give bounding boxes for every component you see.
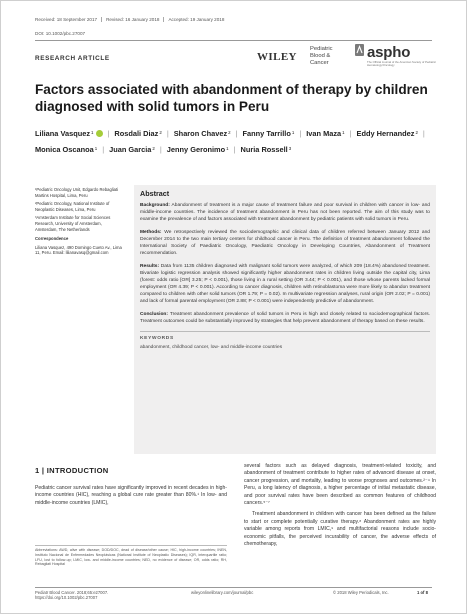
author[interactable] [243,126,295,142]
intro-paragraph-3: Treatment abandonment in children with cancer has been defined as the failure to start or complete potentially curative therapy.⁸ Abandonment rates are highly variable among reports from LMIC,⁹ and multifactorial reasons include socio-economic pitfalls, the perceived incurability of cancer, the adverse effects of chemotherapy, [244,511,436,548]
author-affiliation-number: 1 [291,130,295,135]
abstract-methods [140,229,430,257]
author-list [35,126,440,157]
author-separator: | [235,129,238,138]
author-affiliation-number: 1 [94,145,98,151]
article-title: Factors associated with abandonment of therapy by children diagnosed with solid tumors in Peru [35,82,428,114]
author-name: Nuria Rossell [240,144,288,154]
author-affiliation-number: 2 [415,130,418,135]
abstract-text: Treatment abandonment prevalence of solid tumors in Peru is high and closely related to sociodemographical factors. Treatment outcomes could be substantially improved by strategies that help prevent abandonment of therapy based on these results. [140,312,430,324]
author[interactable] [35,142,97,158]
header-divider [35,40,432,41]
author-affiliation-number: 2 [228,130,231,135]
footer-divider [35,587,432,588]
revised-date: Revised: 16 January 2018 [102,17,164,22]
author[interactable] [109,142,155,158]
author[interactable] [241,142,292,158]
author-affiliation-number: 1 [91,130,94,135]
orcid-icon[interactable] [96,130,103,137]
intro-paragraph-1: Pediatric cancer survival rates have significantly improved in recent decades in high-income countries (HIC), reaching a global cure rate greater than 80%.¹ In low- and middle-income countries (LMIC), [35,485,227,506]
author-name: Fanny Tarrillo [242,129,291,138]
abstract-label: Methods: [140,230,162,235]
author-separator: | [159,144,162,154]
received-date: Received: 18 September 2017 [35,17,102,22]
author-name: Jenny Geronimo [166,144,226,154]
accepted-date: Accepted: 19 January 2018 [168,17,225,22]
journal-line-3: Cancer [310,60,329,66]
author[interactable] [114,126,161,142]
author-name: Rosdali Diaz [114,129,159,138]
author[interactable] [167,142,229,158]
affiliation-2: ²Pediatric Oncology, National Institute of Neoplastic Diseases, Lima, Peru [35,201,110,212]
author[interactable] [35,126,103,142]
author-separator: | [166,129,169,138]
keywords: abandonment, childhood cancer, low- and middle-income countries [140,345,283,350]
abstract-heading: Abstract [140,189,170,198]
abstract-background [140,202,430,223]
abstract-text: We retrospectively reviewed the sociodemographic and clinical data of children referred between January 2012 and December 2014 to the two main tertiary centers for childhood cancer in Peru. The definition of treatment abandonment followed the International Society of Paediatric Oncology, Paediatric Oncology in Developing Countries, Abandonment of Treatment recommendation. [140,230,430,256]
footer-citation [35,590,108,601]
author-name: Juan Garcia [109,144,152,154]
intro-column-right [244,463,436,552]
abstract-conclusion [140,311,430,325]
author-affiliation-number: 2 [152,145,155,151]
correspondence-heading: Correspondence [35,236,69,242]
author-affiliation-number: 1 [226,145,229,151]
aspho-logo: aspho [367,44,411,61]
doi-link[interactable]: https://doi.org/10.1002/pbc.27007 [35,595,98,601]
correspondence-text: Liliana Vasquez, 490 Domingo Cueto Av., Lima 11, Peru. Email: lilianavasq@gmail.com [35,244,122,256]
article-type: RESEARCH ARTICLE [35,55,110,62]
abbreviations-footnote: Abbreviations: AWD, alive with disease; DOD/DOC, dead of disease/other cause; HIC, high-income countries; INEN, Instituto Nacional de Enfermedades Neoplásicas (National Institute of Neoplastic Diseases); IQR, interquartile ratio; LFU, lost to follow-up; LMIC, low- and middle-income countries; NED, no evidence of disease; OR, odds ratio; RH, Rebagliati Hospital [35,548,227,567]
affiliations [35,187,125,259]
author-separator: | [349,129,352,138]
author-separator: | [299,129,302,138]
author-name: Eddy Hernandez [356,129,415,138]
abstract-label: Background: [140,203,170,208]
author-affiliation-number: 2 [159,130,162,135]
author-affiliation-number: 1 [342,130,345,135]
author-separator: | [233,144,236,154]
abstract-text: Abandonment of treatment is a major cause of treatment failure and poor survival in children with cancer in low- and middle-income countries. The incidence of treatment abandonment in Peru has not been reported. The aim of this study was to examine the prevalence of and factors associated with treatment abandonment by pediatric patients with solid tumors in Peru. [140,203,430,222]
journal-reference: Pediatr Blood Cancer. 2018;65:e27007. [35,590,109,595]
abstract-label: Conclusion: [140,312,168,317]
abstract-text: Data from 1135 children diagnosed with malignant solid tumors were analyzed, of which 209 (18.4%) abandoned treatment. Bivariate logistic regression analysis showed significantly higher abandonment rates in children living outside the capital city, Lima (forest: odds ratio [OR] 3.25; P < 0.001), those living in a rural setting (OR 3.44; P < 0.001), and those whose parents lacked formal employment (OR 4.39; P < 0.001). According to cancer diagnosis, children with retinoblastoma were more likely to abandon treatment compared to children with other solid tumors (OR 1.79; P = 0.02). In multivariate regression analyses, rural origin (OR 2.02; P = 0.001) and lack of formal parental employment (OR 2.88; P < 0.001) were independently predictive of abandonment. [140,264,430,304]
journal-logo [310,46,333,67]
author-separator: | [422,129,425,138]
journal-line-1: Pediatric [310,46,333,52]
aspho-logo-icon [355,44,364,56]
intro-column-left [35,485,227,511]
author[interactable] [174,126,231,142]
author-name: Sharon Chavez [173,129,228,138]
introduction-heading: 1 | INTRODUCTION [35,466,109,475]
intro-paragraph-2: several factors such as delayed diagnosis, treatment-related toxicity, and abandonment of treatment contribute to higher rates of advanced disease at onset, cancer progression, and mortality, leading to worse prognoses and outcomes.²⁻⁴ In Peru, a long latency of diagnosis, a higher percentage of initial metastatic disease, and poor survival rates have been described as common features of childhood cancers.⁵⁻⁷ [244,463,436,507]
author-name: Ivan Maza [306,129,342,138]
author-affiliation-number: 3 [288,145,292,151]
abstract-label: Results: [140,264,160,269]
author[interactable] [306,126,344,142]
keywords-divider [140,331,430,332]
footnote-divider [35,545,227,546]
copyright: © 2018 Wiley Periodicals, Inc. [333,590,389,595]
author-name: Liliana Vasquez [35,129,91,138]
author-name: Monica Oscanoa [35,144,94,154]
author[interactable] [357,126,418,142]
journal-site-link[interactable]: wileyonlinelibrary.com/journal/pbc [191,590,254,595]
journal-line-2: Blood & [310,53,331,59]
article-dates [35,17,228,22]
abstract-box [134,185,436,454]
aspho-tagline: The Official Journal of the American Society of Pediatric Hematology/Oncology [367,60,436,68]
author-separator: | [102,144,105,154]
affiliation-3: ³Amsterdam Institute for Social Sciences Research, University of Amsterdam, Amsterdam, The Netherlands [35,215,111,232]
page-number: 1 of 8 [417,590,428,595]
affiliation-1: ¹Pediatric Oncology Unit, Edgardo Rebagliati Martins Hospital, Lima, Peru [35,187,119,198]
wiley-logo: WILEY [257,51,297,63]
author-separator: | [107,129,110,138]
doi[interactable]: DOI: 10.1002/pbc.27007 [35,31,86,36]
abstract-results [140,263,430,305]
keywords-heading: KEYWORDS [140,336,174,341]
